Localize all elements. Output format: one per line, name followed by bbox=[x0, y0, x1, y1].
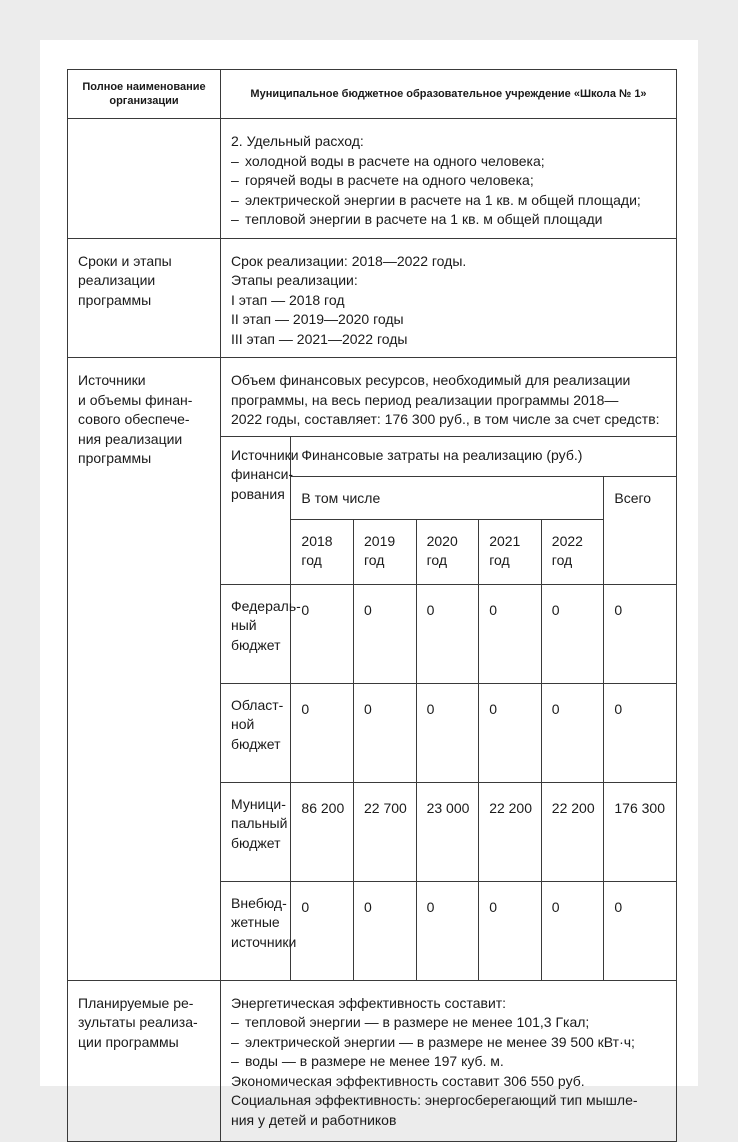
source-name: Област- ной бюджет bbox=[221, 683, 291, 782]
results-label-line: ции программы bbox=[78, 1033, 179, 1050]
sources-header-line: финанси- bbox=[231, 466, 294, 482]
finance-intro bbox=[221, 358, 676, 436]
financing-row-federal bbox=[221, 584, 676, 683]
results-content bbox=[221, 980, 677, 1142]
sources-header bbox=[221, 436, 299, 584]
indicator-line: – горячей воды в расчете на одного человека; bbox=[231, 172, 534, 188]
year-header: 2019 год bbox=[354, 519, 417, 584]
indicators-row bbox=[68, 119, 677, 239]
terms-line: I этап — 2018 год bbox=[231, 291, 345, 308]
year-header: 2021 год bbox=[479, 519, 542, 584]
value-cell: 0 bbox=[291, 683, 354, 782]
year-header: 2020 год bbox=[416, 519, 479, 584]
value-cell: 22 700 bbox=[354, 782, 417, 881]
including-header: В том числе bbox=[291, 476, 604, 519]
header-org-label-line: Полное наименование bbox=[82, 81, 206, 93]
financing-row-extrabudgetary bbox=[221, 881, 676, 980]
value-cell: 0 bbox=[291, 881, 354, 980]
finance-content bbox=[221, 358, 677, 981]
finance-intro-line: Объем финансовых ресурсов, необходимый для реализации bbox=[231, 372, 631, 388]
value-cell: 0 bbox=[291, 584, 354, 683]
header-row bbox=[68, 70, 677, 119]
results-line: ния у детей и работников bbox=[231, 1111, 397, 1128]
sources-header-line: Источники bbox=[231, 446, 299, 463]
value-cell: 0 bbox=[541, 584, 604, 683]
program-passport-table bbox=[67, 69, 677, 1142]
financing-table bbox=[221, 436, 676, 980]
total-cell: 176 300 bbox=[604, 782, 676, 881]
value-cell: 0 bbox=[416, 584, 479, 683]
value-cell: 0 bbox=[354, 584, 417, 683]
total-cell: 0 bbox=[604, 683, 676, 782]
terms-line: Срок реализации: 2018—2022 годы. bbox=[231, 252, 467, 269]
sources-header-line: рования bbox=[231, 485, 285, 502]
financing-row-regional bbox=[221, 683, 676, 782]
value-cell: 0 bbox=[354, 683, 417, 782]
indicator-line: – электрической энергии в расчете на 1 кв. м общей площади; bbox=[231, 191, 641, 208]
results-line: – тепловой энергии — в размере не менее 101,3 Гкал; bbox=[231, 1014, 590, 1030]
value-cell: 0 bbox=[541, 683, 604, 782]
finance-intro-line: 2022 годы, составляет: 176 300 руб., в том числе за счет средств: bbox=[231, 411, 660, 427]
terms-label-line: реализации bbox=[78, 272, 156, 288]
financing-header-row-1 bbox=[221, 436, 676, 476]
finance-label-line: сового обеспече- bbox=[78, 411, 190, 427]
terms-row bbox=[68, 238, 677, 358]
value-cell: 0 bbox=[479, 683, 542, 782]
header-org-label-line: организации bbox=[109, 95, 179, 107]
year-header: 2022 год bbox=[541, 519, 604, 584]
finance-label-line: и объемы финан- bbox=[78, 391, 193, 408]
indicator-line: – тепловой энергии в расчете на 1 кв. м общей площади bbox=[231, 211, 603, 227]
indicator-line: – холодной воды в расчете на одного человека; bbox=[231, 152, 545, 169]
terms-label-line: программы bbox=[78, 291, 152, 308]
value-cell: 0 bbox=[479, 881, 542, 980]
value-cell: 23 000 bbox=[416, 782, 479, 881]
finance-label-line: Источники bbox=[78, 372, 146, 388]
finance-row bbox=[68, 358, 677, 981]
terms-line: II этап — 2019—2020 годы bbox=[231, 311, 404, 327]
terms-line: Этапы реализации: bbox=[231, 272, 358, 288]
results-line: – воды — в размере не менее 197 куб. м. bbox=[231, 1053, 504, 1069]
total-cell: 0 bbox=[604, 584, 676, 683]
total-header: Всего bbox=[604, 476, 676, 584]
financing-row-municipal bbox=[221, 782, 676, 881]
finance-label-line: программы bbox=[78, 450, 152, 466]
indicator-line: 2. Удельный расход: bbox=[231, 133, 364, 149]
results-line: Энергетическая эффективность составит: bbox=[231, 994, 507, 1011]
terms-content bbox=[221, 238, 677, 358]
header-org-name: Муниципальное бюджетное образовательное учреждение «Школа № 1» bbox=[221, 70, 677, 119]
results-label-line: зультаты реализа- bbox=[78, 1014, 198, 1030]
header-org-label bbox=[68, 70, 221, 119]
terms-label-line: Сроки и этапы bbox=[78, 252, 172, 269]
source-name: Муници- пальный бюджет bbox=[221, 782, 291, 881]
value-cell: 0 bbox=[416, 683, 479, 782]
results-label-line: Планируемые ре- bbox=[78, 994, 194, 1011]
results-line: Социальная эффективность: энергосберегающий тип мышле- bbox=[231, 1092, 638, 1108]
results-row bbox=[68, 980, 677, 1142]
results-label bbox=[68, 980, 221, 1142]
value-cell: 22 200 bbox=[479, 782, 542, 881]
terms-label bbox=[68, 238, 221, 358]
value-cell: 22 200 bbox=[541, 782, 604, 881]
results-line: – электрической энергии — в размере не менее 39 500 кВт·ч; bbox=[231, 1033, 635, 1050]
indicators-content bbox=[221, 119, 677, 239]
finance-intro-line: программы, на весь период реализации программы 2018— bbox=[231, 391, 619, 408]
year-header: 2018 год bbox=[291, 519, 354, 584]
terms-line: III этап — 2021—2022 годы bbox=[231, 330, 408, 347]
source-name: Федераль- ный бюджет bbox=[221, 584, 291, 683]
indicators-label bbox=[68, 119, 221, 239]
document-page bbox=[40, 40, 698, 1128]
results-line: Экономическая эффективность составит 306 550 руб. bbox=[231, 1072, 585, 1089]
value-cell: 0 bbox=[541, 881, 604, 980]
value-cell: 0 bbox=[354, 881, 417, 980]
value-cell: 0 bbox=[479, 584, 542, 683]
value-cell: 0 bbox=[416, 881, 479, 980]
finance-label bbox=[68, 358, 221, 981]
finance-label-line: ния реализации bbox=[78, 430, 183, 447]
total-cell: 0 bbox=[604, 881, 676, 980]
value-cell: 86 200 bbox=[291, 782, 354, 881]
source-name: Внебюд- жетные источники bbox=[221, 881, 291, 980]
costs-header: Финансовые затраты на реализацию (руб.) bbox=[291, 436, 676, 476]
